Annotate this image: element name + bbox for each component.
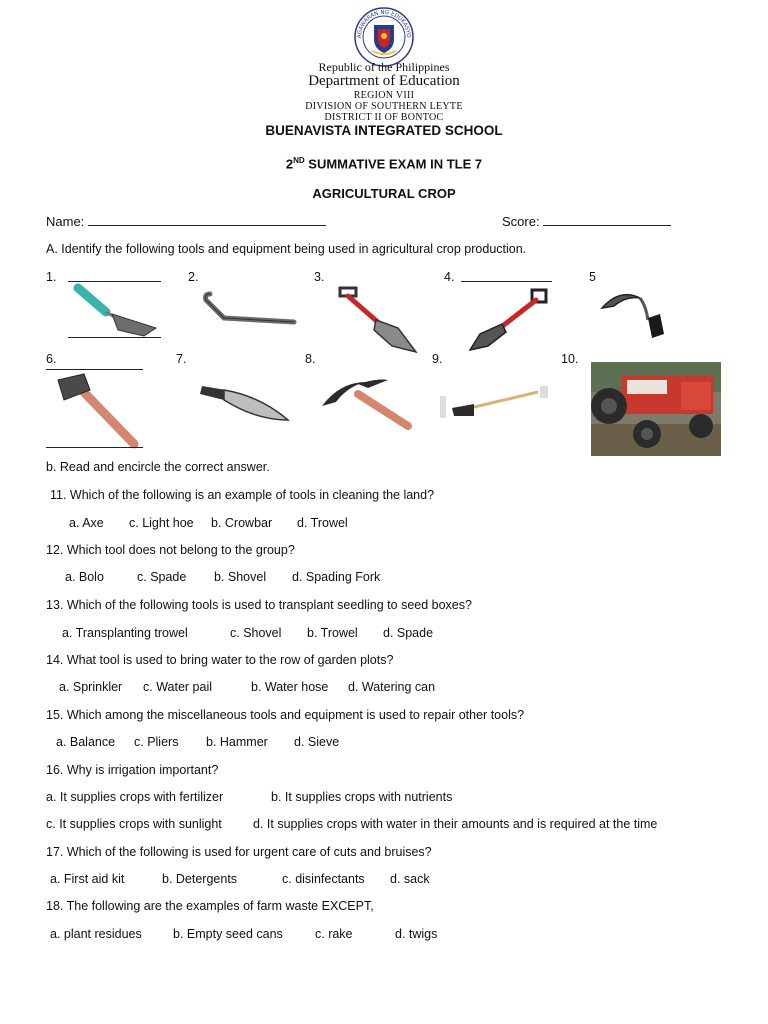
question-16: 16. Why is irrigation important? [46, 763, 219, 777]
item-number-7: 7. [176, 352, 187, 366]
choice-12a[interactable]: a. Bolo [65, 570, 104, 584]
choice-15d[interactable]: d. Sieve [294, 735, 340, 749]
choice-12c[interactable]: c. Spade [137, 570, 187, 584]
crowbar-icon [200, 286, 300, 333]
part-a-instruction: A. Identify the following tools and equipment being used in agricultural crop production. [46, 242, 527, 256]
deped-seal [351, 3, 414, 67]
answer-blank-1b[interactable] [68, 326, 161, 338]
choice-14a[interactable]: a. Sprinkler [59, 680, 123, 694]
item-number-4: 4. [444, 270, 455, 284]
choice-14d[interactable]: d. Watering can [348, 680, 436, 694]
choice-18c[interactable]: c. rake [315, 927, 353, 941]
choice-11a[interactable]: a. Axe [69, 516, 104, 530]
item-number-9: 9. [432, 352, 443, 366]
question-12: 12. Which tool does not belong to the group? [46, 543, 295, 557]
choice-13c[interactable]: c. Shovel [230, 626, 282, 640]
question-18: 18. The following are the examples of farm waste EXCEPT, [46, 899, 374, 913]
question-15: 15. Which among the miscellaneous tools and equipment is used to repair other tools? [46, 708, 525, 722]
choice-16b[interactable]: b. It supplies crops with nutrients [271, 790, 453, 804]
choice-16c[interactable]: c. It supplies crops with sunlight [46, 817, 222, 831]
choice-14c[interactable]: c. Water pail [143, 680, 213, 694]
name-blank[interactable] [88, 214, 326, 226]
choice-18b[interactable]: b. Empty seed cans [173, 927, 283, 941]
item-number-2: 2. [188, 270, 199, 284]
item-number-10: 10. [561, 352, 579, 366]
choice-15b[interactable]: b. Hammer [206, 735, 268, 749]
region-line: REGION VIII [353, 90, 415, 101]
spade-icon [336, 284, 420, 361]
part-b-instruction: b. Read and encircle the correct answer. [46, 460, 270, 474]
choice-11c[interactable]: c. Light hoe [129, 516, 194, 530]
question-14: 14. What tool is used to bring water to the row of garden plots? [46, 653, 394, 667]
choice-12b[interactable]: b. Shovel [214, 570, 267, 584]
choice-17a[interactable]: a. First aid kit [50, 872, 125, 886]
answer-blank-6[interactable] [46, 358, 143, 370]
choice-17b[interactable]: b. Detergents [162, 872, 238, 886]
shovel-icon [466, 286, 550, 357]
seal-text: KAGAWARAN NG EDUKASYON [351, 3, 412, 39]
item-number-3: 3. [314, 270, 325, 284]
answer-blank-1[interactable] [68, 270, 161, 282]
school-name: BUENAVISTA INTEGRATED SCHOOL [265, 123, 503, 138]
choice-14b[interactable]: b. Water hose [251, 680, 329, 694]
choice-15a[interactable]: a. Balance [56, 735, 116, 749]
score-field[interactable]: Score: [502, 214, 671, 229]
score-blank[interactable] [543, 214, 671, 226]
subject-title: AGRICULTURAL CROP [312, 186, 456, 201]
district-line: DISTRICT II OF BONTOC [324, 112, 444, 123]
choice-18a[interactable]: a. plant residues [50, 927, 142, 941]
choice-13a[interactable]: a. Transplanting trowel [62, 626, 188, 640]
choice-12d[interactable]: d. Spading Fork [292, 570, 381, 584]
item-number-8: 8. [305, 352, 316, 366]
choice-11b[interactable]: b. Crowbar [211, 516, 273, 530]
department-line: Department of Education [308, 73, 460, 89]
question-11: 11. Which of the following is an example of tools in cleaning the land? [50, 488, 435, 502]
choice-17c[interactable]: c. disinfectants [282, 872, 365, 886]
choice-15c[interactable]: c. Pliers [134, 735, 179, 749]
name-field[interactable]: Name: [46, 214, 326, 229]
republic-line: Republic of the Philippines [318, 60, 450, 74]
choice-17d[interactable]: d. sack [390, 872, 430, 886]
sickle-icon [598, 290, 668, 349]
item-number-5: 5 [589, 270, 596, 284]
tractor-photo [591, 362, 721, 456]
item-number-6: 6. [46, 352, 57, 366]
exam-title: 2ND SUMMATIVE EXAM IN TLE 7 [285, 156, 483, 172]
question-17: 17. Which of the following is used for urgent care of cuts and bruises? [46, 845, 432, 859]
answer-blank-4[interactable] [461, 270, 552, 282]
question-13: 13. Which of the following tools is used to transplant seedling to seed boxes? [46, 598, 472, 612]
choice-11d[interactable]: d. Trowel [297, 516, 348, 530]
answer-blank-6b[interactable] [46, 436, 143, 448]
choice-18d[interactable]: d. twigs [395, 927, 438, 941]
bolo-icon [198, 380, 292, 433]
choice-13b[interactable]: b. Trowel [307, 626, 358, 640]
choice-16d[interactable]: d. It supplies crops with water in their amounts and is required at the time [253, 817, 658, 831]
choice-16a[interactable]: a. It supplies crops with fertilizer [46, 790, 224, 804]
choice-13d[interactable]: d. Spade [383, 626, 434, 640]
division-line: DIVISION OF SOUTHERN LEYTE [305, 101, 463, 112]
pick-mattock-icon [320, 376, 414, 437]
item-number-1: 1. [46, 270, 57, 284]
hoe-icon [440, 386, 550, 431]
